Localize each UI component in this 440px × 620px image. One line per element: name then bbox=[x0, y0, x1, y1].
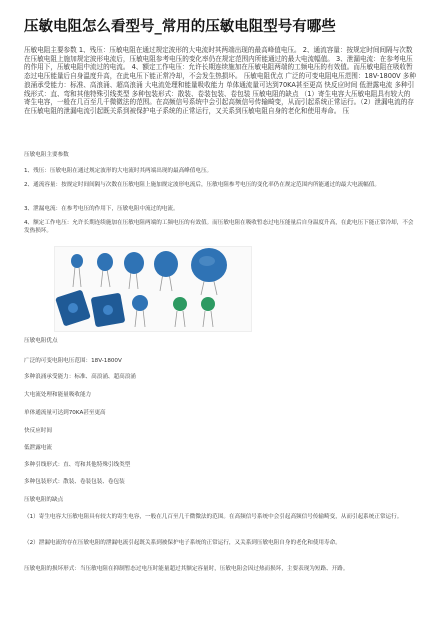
advantage-1: 广泛的可变电阻电压范围：18V-1800V bbox=[24, 358, 122, 364]
failure-mode-paragraph: 压敏电阻的损坏形式：当压敏电阻在抑制暂态过电压时能量超过其额定容量时，压敏电阻会因过热而损坏，主要表现为短路、开路。 bbox=[24, 566, 349, 572]
param-1: 1、残压：压敏电阻在通过规定波形的大电流时其两端出现的最高峰值电压。 bbox=[24, 168, 213, 174]
advantage-4: 单体通流量可达到70KA甚至更高 bbox=[24, 410, 106, 416]
param-2: 2、通流容量：按规定时间间隔与次数在压敏电阻上施加规定波形电流后，压敏电阻参考电压的变化率仍在规定范围内所能通过的最大电流幅值。 bbox=[24, 182, 380, 188]
advantage-7: 多种引线形式：直、弯和其他特殊引线类型 bbox=[24, 462, 131, 468]
section-heading-parameters: 压敏电阻主要参数 bbox=[24, 152, 69, 158]
advantage-6: 低泄露电流 bbox=[24, 445, 52, 451]
varistor-photo bbox=[54, 246, 252, 332]
disadvantage-2: （2）泄漏电流的存在压敏电阻的泄漏电流引起既关系到被保护电子系统的正常运行，又关系到压敏电阻自身的老化和使用寿命。 bbox=[24, 540, 341, 546]
disadvantage-1: （1）寄生电容大压敏电阻具有较大的寄生电容，一般在几百至几千微微法的范围。在高频信号系统中会引起高频信号传输畸变，从而引起系统正常运行。 bbox=[24, 514, 403, 520]
advantage-8: 多种包装形式：散装、卷装包装、卷包装 bbox=[24, 479, 125, 485]
param-3: 3、泄漏电流：在参考电压的作用下，压敏电阻中流过的电流。 bbox=[24, 206, 179, 212]
intro-paragraph: 压敏电阻主要参数 1、残压：压敏电阻在通过规定波形的大电流时其两端出现的最高峰值电压。 2、通流容量：按规定时间间隔与次数在压敏电阻上施加规定波形电流后，压敏电阻参考电压的变化率仍在规定范围内所能通过的最大电流幅值。 3、泄漏电流：在参考电压的作用下，压敏电阻中流过的电流。 4、额定工作电压：允许长期连续施加在压敏电阻两端的工频电压的有效值。而压敏电阻在吸收暂态过电压能量后自身温度升高，在此电压下能正常冷却，不会发生热损坏。 压敏电阻优点 广泛的可变电阻电压范围：18V-1800V 多种浪涌承受能力：标准、高浪涌、超高浪涌 大电流处理和能量吸收能力 单体通流量可达到70KA甚至更高 快反应时间 低泄露电流 多种引线形式：直、弯和其他特殊引线类型 多种包装形式：散装、卷装包装、卷包装 压敏电阻的缺点 （1）寄生电容大压敏电阻具有较大的寄生电容，一般在几百至几千微微法的范围。在高频信号系统中会引起高频信号传输畸变，从而引起系统正常运行。（2）泄漏电流的存在压敏电阻的泄漏电流引起既关系到被保护电子系统的正常运行，又关系到压敏电阻自身的老化和使用寿命。 压 bbox=[24, 46, 416, 115]
advantage-5: 快反应时间 bbox=[24, 428, 52, 434]
page-title: 压敏电阻怎么看型号_常用的压敏电阻型号有哪些 bbox=[24, 19, 336, 35]
param-4: 4、额定工作电压：允许长期连续施加在压敏电阻两端的工频电压的有效值。而压敏电阻在吸收暂态过电压能量后自身温度升高，在此电压下能正常冷却，不会发热损坏。 bbox=[24, 220, 414, 234]
disadvantages-heading: 压敏电阻的缺点 bbox=[24, 497, 64, 503]
advantages-heading: 压敏电阻优点 bbox=[24, 338, 58, 344]
advantage-2: 多种浪涌承受能力：标准、高浪涌、超高浪涌 bbox=[24, 374, 136, 380]
varistor-illustration bbox=[55, 247, 251, 331]
advantage-3: 大电流处理和能量吸收能力 bbox=[24, 392, 92, 398]
